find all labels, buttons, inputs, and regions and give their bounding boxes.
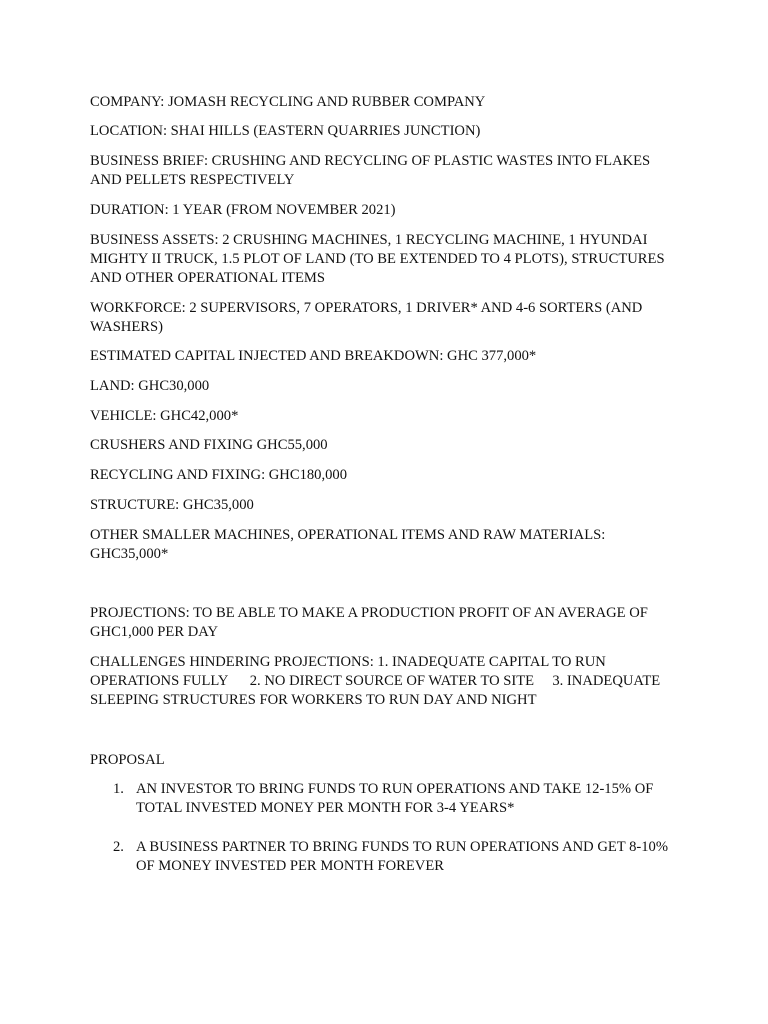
- recycling-line: RECYCLING AND FIXING: GHC180,000: [90, 467, 348, 483]
- crushers-line: CRUSHERS AND FIXING GHC55,000: [90, 437, 328, 453]
- capital-line: ESTIMATED CAPITAL INJECTED AND BREAKDOWN: GHC 377,000*: [90, 348, 537, 364]
- business-brief: BUSINESS BRIEF: CRUSHING AND RECYCLING OF PLASTIC WASTES INTO FLAKES AND PELLETS RESPECTIVELY: [90, 153, 654, 188]
- challenges: CHALLENGES HINDERING PROJECTIONS: 1. INADEQUATE CAPITAL TO RUN OPERATIONS FULLY 2. NO DIRECT SOURCE OF WATER TO SITE 3. INADEQUATE SLEEPING STRUCTURES FOR WORKERS TO RUN DAY AND NIGHT: [90, 654, 664, 708]
- list-number: 1.: [113, 781, 124, 797]
- workforce: WORKFORCE: 2 SUPERVISORS, 7 OPERATORS, 1 DRIVER* AND 4-6 SORTERS (AND WASHERS): [90, 300, 646, 335]
- structure-line: STRUCTURE: GHC35,000: [90, 497, 254, 513]
- projections: PROJECTIONS: TO BE ABLE TO MAKE A PRODUCTION PROFIT OF AN AVERAGE OF GHC1,000 PER DAY: [90, 605, 652, 640]
- list-number: 2.: [113, 839, 124, 855]
- land-line: LAND: GHC30,000: [90, 378, 210, 394]
- company-line: COMPANY: JOMASH RECYCLING AND RUBBER COMPANY: [90, 94, 486, 110]
- list-text: AN INVESTOR TO BRING FUNDS TO RUN OPERATIONS AND TAKE 12-15% OF TOTAL INVESTED MONEY PER MONTH FOR 3-4 YEARS*: [136, 781, 657, 816]
- list-text: A BUSINESS PARTNER TO BRING FUNDS TO RUN OPERATIONS AND GET 8-10% OF MONEY INVESTED PER MONTH FOREVER: [136, 839, 672, 874]
- duration-line: DURATION: 1 YEAR (FROM NOVEMBER 2021): [90, 202, 396, 218]
- proposal-heading: PROPOSAL: [90, 752, 165, 768]
- vehicle-line: VEHICLE: GHC42,000*: [90, 408, 239, 424]
- location-line: LOCATION: SHAI HILLS (EASTERN QUARRIES JUNCTION): [90, 123, 481, 139]
- other-items-line: OTHER SMALLER MACHINES, OPERATIONAL ITEMS AND RAW MATERIALS: GHC35,000*: [90, 527, 609, 562]
- business-assets: BUSINESS ASSETS: 2 CRUSHING MACHINES, 1 RECYCLING MACHINE, 1 HYUNDAI MIGHTY II TRUCK, 1.5 PLOT OF LAND (TO BE EXTENDED TO 4 PLOTS), STRUCTURES AND OTHER OPERATIONAL ITEMS: [90, 232, 668, 286]
